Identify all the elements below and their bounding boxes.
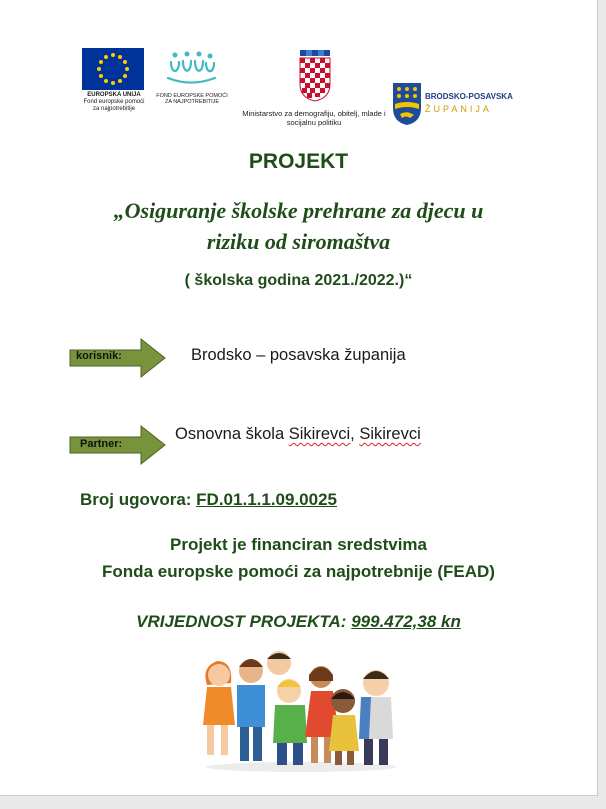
funding-line-1: Projekt je financiran sredstvima: [170, 535, 427, 554]
fead-caption-line: FOND EUROPSKE POMOĆI: [156, 93, 228, 99]
subtitle-line: riziku od siromaštva: [206, 229, 391, 254]
partner-school-name: Sikirevci: [288, 425, 351, 443]
county-name-line2: ŽUPANIJA: [425, 104, 492, 114]
ministry-caption: [238, 110, 390, 127]
eu-flag-icon: [82, 48, 144, 90]
ministry-caption-line: socijalnu politiku: [286, 117, 342, 127]
fead-logo-caption: [154, 93, 230, 106]
contract-number-line: [80, 490, 337, 510]
school-year: ( školska godina 2021./2022.)“: [184, 272, 413, 289]
ministry-caption-line: Ministarstvo za demografiju, obitelj, mlade i: [242, 109, 386, 118]
county-shield-icon: [392, 82, 422, 126]
korisnik-label: korisnik:: [76, 350, 122, 362]
eu-caption-line: Fond europske pomoći: [83, 98, 145, 105]
children-illustration: [193, 647, 408, 772]
korisnik-value: Brodsko – posavska županija: [191, 346, 406, 364]
partner-label: Partner:: [80, 438, 123, 450]
eu-caption-line: EUROPSKA UNIJA: [87, 92, 141, 98]
project-heading: PROJEKT: [248, 150, 349, 173]
partner-separator: ,: [350, 425, 360, 443]
project-subtitle: [40, 195, 557, 257]
eu-logo-caption: [78, 92, 150, 113]
croatia-coat-of-arms-icon: [298, 50, 332, 102]
contract-label: Broj ugovora:: [80, 490, 197, 509]
partner-value: [175, 425, 421, 444]
contract-number: FD.01.1.1.09.0025: [196, 490, 337, 509]
project-value-line: [0, 612, 597, 632]
funding-line-2: Fonda europske pomoći za najpotrebnije (FEAD): [102, 562, 495, 581]
subtitle-line: „Osiguranje školske prehrane za djecu u: [113, 198, 484, 223]
partner-school-prefix: Osnovna škola: [175, 425, 289, 443]
project-value-label: VRIJEDNOST PROJEKTA:: [136, 612, 352, 631]
county-name-line1: BRODSKO-POSAVSKA: [425, 92, 513, 101]
fead-people-icon: [165, 50, 217, 86]
partner-place-name: Sikirevci: [359, 425, 421, 443]
eu-caption-line: za najpotrebitije: [92, 105, 136, 112]
project-value-amount: 999.472,38 kn: [351, 612, 461, 631]
fead-caption-line: ZA NAJPOTREBITIJE: [164, 99, 220, 106]
